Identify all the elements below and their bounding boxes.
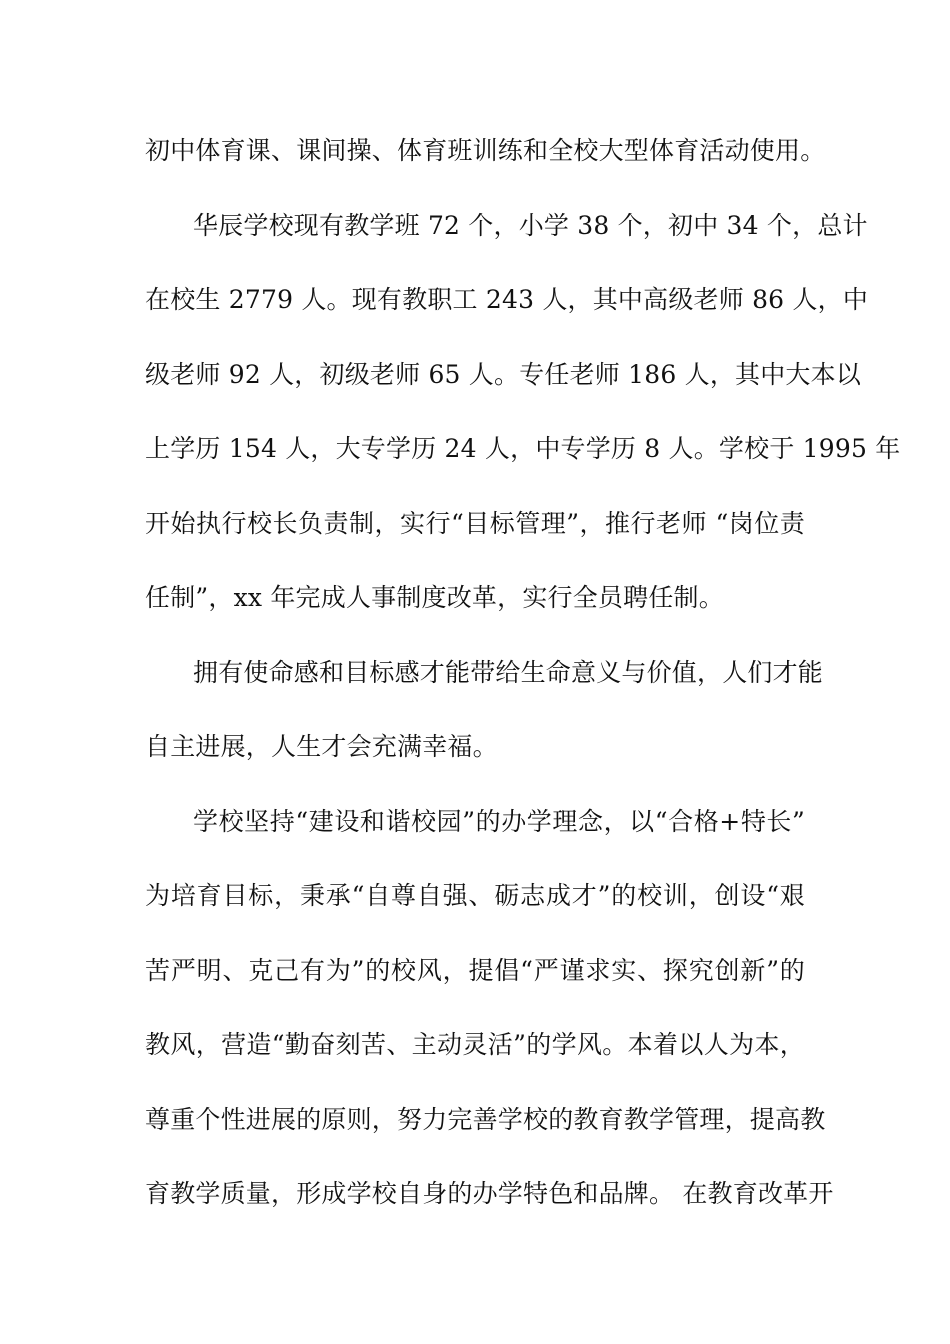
- text-line-12: 苦严明、克己有为”的校风，提倡“严谨求实、探究创新”的: [145, 955, 805, 985]
- text-line-14: 尊重个性进展的原则，努力完善学校的教育教学管理，提高教: [145, 1104, 826, 1134]
- document-body: [145, 114, 901, 1232]
- text-line-2: 华辰学校现有教学班 72 个，小学 38 个，初中 34 个，总计: [193, 210, 868, 240]
- text-line-10: 学校坚持“建设和谐校园”的办学理念，以“合格+特长”: [193, 806, 805, 836]
- text-line-13: 教风，营造“勤奋刻苦、主动灵活”的学风。本着以人为本，: [145, 1030, 805, 1059]
- text-line-15: 育教学质量，形成学校自身的办学特色和品牌。 在教育改革开: [145, 1179, 834, 1208]
- text-line-4: 级老师 92 人，初级老师 65 人。专任老师 186 人，其中大本以: [145, 359, 862, 389]
- text-line-5: 上学历 154 人，大专学历 24 人，中专学历 8 人。学校于 1995 年: [145, 434, 901, 463]
- text-line-8: 拥有使命感和目标感才能带给生命意义与价值，人们才能: [193, 657, 824, 687]
- text-line-11: 为培育目标，秉承“自尊自强、砺志成才”的校训，创设“艰: [145, 881, 805, 910]
- text-line-9: 自主进展，人生才会充满幸福。: [145, 732, 498, 761]
- text-line-7: 任制”，xx 年完成人事制度改革，实行全员聘任制。: [145, 583, 724, 612]
- text-line-6: 开始执行校长负责制，实行“目标管理”，推行老师 “岗位责: [145, 508, 805, 538]
- text-line-3: 在校生 2779 人。现有教职工 243 人，其中高级老师 86 人，中: [145, 285, 869, 314]
- text-line-1: 初中体育课、课间操、体育班训练和全校大型体育活动使用。: [145, 136, 826, 165]
